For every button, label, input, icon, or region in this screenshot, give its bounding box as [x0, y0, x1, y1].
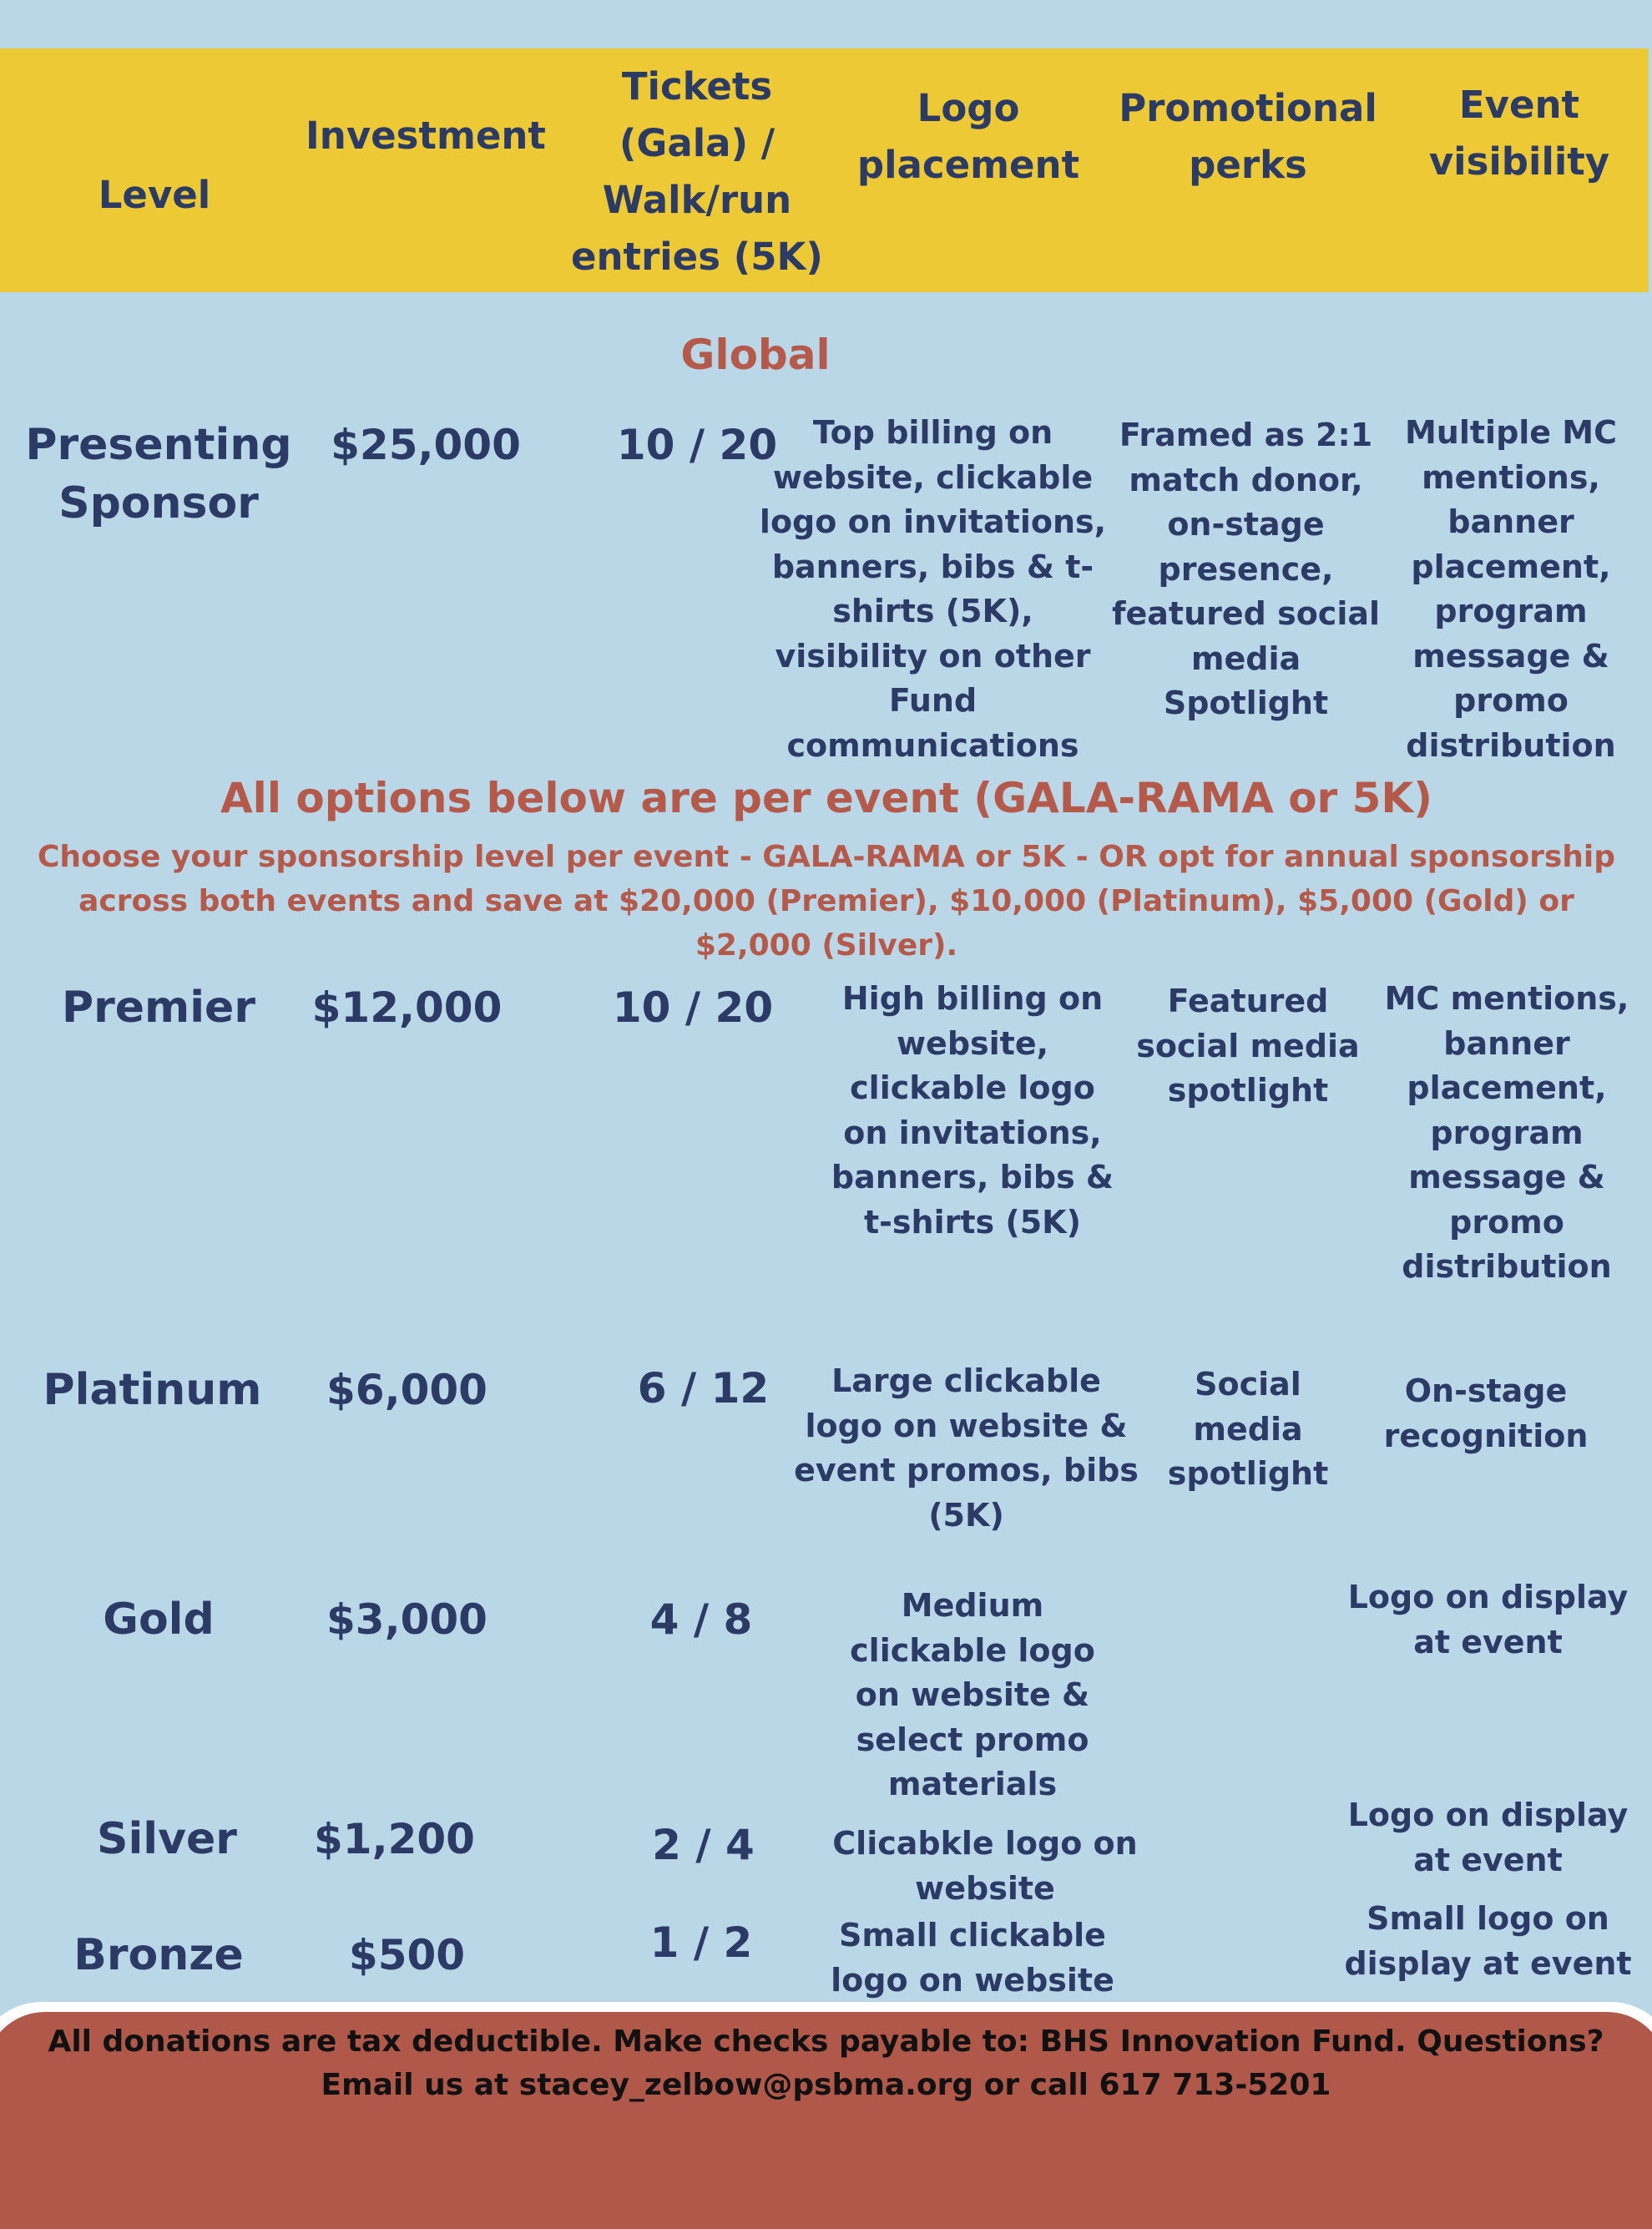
row-premier-logo: High billing on website, clickable logo on invitations, banners, bibs & t-shirts (5K) [831, 980, 1114, 1241]
row-gold-investment: $3,000 [326, 1595, 488, 1644]
row-platinum-investment: $6,000 [326, 1366, 488, 1414]
row-presenting-tickets: 10 / 20 [616, 421, 778, 469]
header-tickets: Tickets (Gala) / Walk/run entries (5K) [571, 63, 823, 279]
row-premier-visibility: MC mentions, banner placement, program message & promo distribution [1384, 980, 1629, 1285]
row-premier-promo: Featured social media spotlight [1136, 983, 1360, 1109]
header-investment: Investment [306, 114, 546, 158]
row-bronze-logo: Small clickable logo on website [831, 1917, 1114, 1999]
header-logo-placement: Logo placement [856, 86, 1080, 187]
row-gold-tickets: 4 / 8 [649, 1595, 753, 1644]
row-platinum-visibility: On-stage recognition [1383, 1372, 1589, 1454]
row-silver-tickets: 2 / 4 [652, 1821, 755, 1869]
footer-contact-text: All donations are tax deductible. Make checks payable to: BHS Innovation Fund. Questions? Email us at stacey_zelbow@psbma.org or call 617 713-5201 [48, 2024, 1604, 2102]
row-bronze-level: Bronze [73, 1930, 244, 1980]
row-silver-visibility: Logo on display at event [1347, 1797, 1629, 1878]
row-presenting-promo: Framed as 2:1 match donor, on-stage presence, featured social media Spotlight [1111, 417, 1381, 721]
row-gold-logo: Medium clickable logo on website & select promo materials [850, 1587, 1095, 1802]
header-promotional-perks: Promotional perks [1119, 86, 1377, 187]
per-event-note: Choose your sponsorship level per event - GALA-RAMA or 5K - OR opt for annual sponsorship across both events and save at $20,000 (Premier), $10,000 (Platinum), $5,000 (Gold) or $2,000 (Silver). [38, 840, 1615, 963]
section-global-label: Global [680, 331, 831, 379]
row-platinum-logo: Large clickable logo on website & event promos, bibs (5K) [794, 1362, 1139, 1534]
row-silver-logo: Clicabkle logo on website [832, 1825, 1138, 1907]
row-presenting-logo: Top billing on website, clickable logo on invitations, banners, bibs & t-shirts (5K), visibility on other Fund communications [759, 414, 1107, 764]
row-presenting-level: Presenting Sponsor [25, 420, 292, 528]
header-level: Level [98, 173, 211, 217]
row-bronze-visibility: Small logo on display at event [1344, 1900, 1632, 1982]
row-platinum-level: Platinum [43, 1365, 262, 1415]
row-presenting-visibility: Multiple MC mentions, banner placement, program message & promo distribution [1404, 414, 1617, 764]
row-premier-level: Premier [62, 983, 255, 1033]
row-bronze-tickets: 1 / 2 [649, 1918, 753, 1967]
row-premier-investment: $12,000 [311, 983, 503, 1032]
row-gold-level: Gold [103, 1595, 215, 1645]
row-bronze-investment: $500 [348, 1931, 466, 1979]
row-platinum-tickets: 6 / 12 [637, 1364, 770, 1413]
row-gold-visibility: Logo on display at event [1347, 1579, 1629, 1660]
row-premier-tickets: 10 / 20 [612, 983, 774, 1032]
row-silver-level: Silver [97, 1814, 237, 1864]
row-silver-investment: $1,200 [314, 1815, 475, 1863]
header-event-visibility: Event visibility [1428, 83, 1610, 184]
row-presenting-investment: $25,000 [331, 421, 521, 469]
row-platinum-promo: Social media spotlight [1167, 1366, 1329, 1492]
per-event-title: All options below are per event (GALA-RAMA or 5K) [220, 774, 1433, 822]
